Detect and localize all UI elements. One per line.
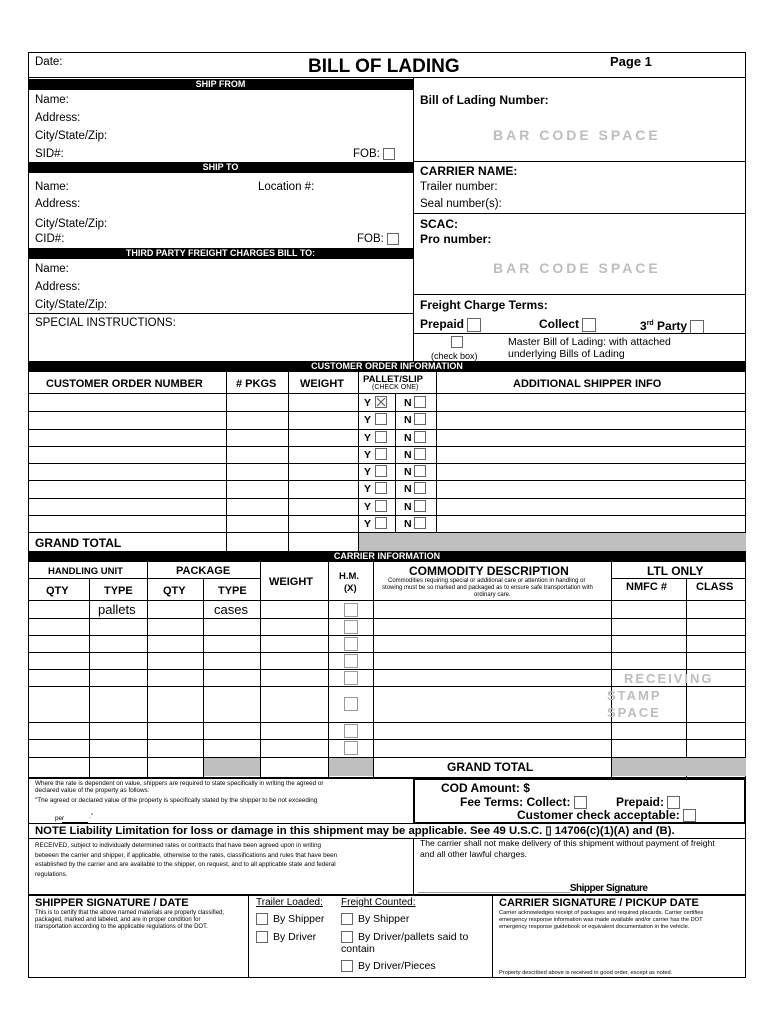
pallet-n-label: N	[404, 518, 412, 530]
scac-label: SCAC:	[420, 217, 458, 231]
ci-ltl-only: LTL ONLY	[647, 564, 704, 578]
counted-by-driver-pallets: By Driver/pallets said to	[358, 931, 469, 943]
ci-commodity-note2: stowing must be so marked and packaged as to ensure safe transportation with	[382, 585, 593, 591]
pallet-n-label: N	[404, 501, 412, 513]
pallet-n-checkbox[interactable]	[414, 431, 426, 443]
ship-from-fob	[353, 147, 395, 161]
ship-to-bar: SHIP TO	[28, 162, 413, 173]
trailer-by-driver-checkbox[interactable]	[256, 931, 268, 943]
pallet-n-checkbox[interactable]	[414, 396, 426, 408]
pallet-y-label: Y	[364, 466, 372, 478]
hm-checkbox[interactable]	[344, 697, 358, 711]
carrier-note-line1: The carrier shall not make delivery of this shipment without payment of freight	[420, 838, 715, 848]
carrier-cert-3: emergency response guidebook or equivalent documentation in the vehicle.	[499, 924, 690, 930]
ci-row-line	[28, 618, 746, 619]
ci-commodity-note1: Commodities requiring special or additional care or attention in handling or	[388, 578, 586, 584]
pallet-y-label: Y	[364, 518, 372, 530]
ci-grand-shade-2	[329, 758, 373, 776]
freight-counted-title: Freight Counted:	[341, 897, 416, 908]
hm-checkbox[interactable]	[344, 603, 358, 617]
sig-col-2	[492, 895, 493, 978]
co-col-1	[226, 372, 227, 551]
master-bol-line2: underlying Bills of Lading	[508, 348, 625, 360]
received-line2: between the carrier and shipper, if applicable, otherwise to the rates, classifications and rules that have been	[35, 852, 338, 859]
trailer-by-shipper-checkbox[interactable]	[256, 913, 268, 925]
ci-grand-shade-3	[612, 758, 746, 776]
ci-row-line	[28, 722, 746, 723]
receiving-stamp-2: STAMP	[607, 688, 662, 703]
ci-qty-1: QTY	[46, 585, 69, 597]
third-party-address: Address:	[35, 281, 81, 293]
collect-checkbox[interactable]	[582, 318, 596, 332]
received-line3: established by the carrier and are available to the shipper, on request, and to all applicable state and federal	[35, 861, 336, 868]
center-divider-top	[413, 77, 414, 368]
freight-collect	[539, 317, 596, 332]
ship-to-city: City/State/Zip:	[35, 218, 108, 230]
co-row-line	[28, 411, 746, 412]
co-grand-shade	[359, 533, 746, 551]
carrier-note-line2: and all other lawful charges.	[420, 849, 528, 859]
shipper-cert-3: transportation according to the applicable regulations of the DOT.	[35, 924, 208, 930]
ship-from-fob-checkbox[interactable]	[383, 148, 395, 160]
ci-row-line	[28, 739, 746, 740]
pallet-y-checkbox[interactable]	[375, 413, 387, 425]
received-line4: regulations.	[35, 871, 68, 878]
ci-hm-x: (X)	[344, 583, 357, 594]
ci-handling-unit: HANDLING UNIT	[48, 566, 123, 577]
received-line1: RECEIVED, subject to individually determined rates or contracts that have been agreed upon in writing	[35, 842, 321, 849]
value-per: per	[55, 815, 65, 822]
pallet-n-label: N	[404, 432, 412, 444]
co-row-line	[28, 515, 746, 516]
pallet-n-label: N	[404, 483, 412, 495]
co-header-additional: ADDITIONAL SHIPPER INFO	[513, 378, 662, 390]
hm-checkbox[interactable]	[344, 654, 358, 668]
shipper-cert-1: This is to certify that the above named materials are properly classified,	[35, 910, 225, 916]
ci-package: PACKAGE	[176, 565, 231, 577]
fee-terms-label: Fee Terms: Collect:	[460, 795, 571, 809]
x-mark-icon	[376, 397, 386, 407]
pallet-y-checkbox[interactable]	[375, 431, 387, 443]
counted-by-driver-pieces-checkbox[interactable]	[341, 960, 353, 972]
cod-amount: COD Amount: $	[441, 781, 530, 795]
header-divider	[28, 77, 746, 78]
prepaid-checkbox[interactable]	[467, 318, 481, 332]
co-row-line	[28, 480, 746, 481]
pallet-n-label: N	[404, 449, 412, 461]
carrier-name-label: CARRIER NAME:	[420, 164, 518, 178]
pallet-y-checkbox[interactable]	[375, 396, 387, 408]
carrier-cert-1: Carrier acknowledges receipt of packages and required placards. Carrier certifies	[499, 910, 704, 916]
master-bol-checkbox[interactable]	[451, 336, 463, 348]
third-party-checkbox[interactable]	[690, 320, 704, 334]
counted-by-driver-pieces: By Driver/Pieces	[358, 960, 436, 972]
cod-prepaid-label: Prepaid:	[616, 795, 665, 809]
counted-contain: contain	[341, 943, 375, 955]
shipper-cert-2: packaged, marked and labeled, and are in proper condition for	[35, 917, 201, 923]
special-instructions-label: SPECIAL INSTRUCTIONS:	[35, 317, 176, 329]
pallet-n-checkbox[interactable]	[414, 482, 426, 494]
ship-to-address: Address:	[35, 198, 81, 210]
shipper-sig-title: SHIPPER SIGNATURE / DATE	[35, 897, 189, 909]
ci-header-bottom	[28, 600, 746, 601]
third-party-name: Name:	[35, 263, 69, 275]
third-party-bar: THIRD PARTY FREIGHT CHARGES BILL TO:	[28, 248, 413, 259]
hm-checkbox[interactable]	[344, 620, 358, 634]
customer-order-bar: CUSTOMER ORDER INFORMATION	[28, 361, 746, 372]
trailer-by-driver: By Driver	[273, 931, 317, 943]
ship-from-sid: SID#:	[35, 148, 64, 160]
check-box-label: (check box)	[431, 351, 478, 361]
ci-col-1	[89, 578, 90, 777]
pallet-n-checkbox[interactable]	[414, 465, 426, 477]
pallet-n-label: N	[404, 397, 412, 409]
right-divider-2	[413, 213, 746, 214]
ci-class: CLASS	[696, 581, 734, 593]
co-header-bottom	[28, 393, 746, 394]
hm-checkbox[interactable]	[344, 637, 358, 651]
ci-commodity-note3: ordinary care.	[474, 592, 511, 598]
pallet-y-label: Y	[364, 414, 372, 426]
pro-number-label: Pro number:	[420, 232, 492, 246]
ci-qty-2: QTY	[163, 585, 186, 597]
hm-checkbox[interactable]	[344, 724, 358, 738]
pallet-n-checkbox[interactable]	[414, 517, 426, 529]
receiving-stamp-3: SPACE	[607, 705, 661, 720]
counted-by-shipper: By Shipper	[358, 913, 410, 925]
ci-col-3	[203, 578, 204, 777]
third-party-city: City/State/Zip:	[35, 299, 108, 311]
ship-to-name: Name:	[35, 181, 69, 193]
ci-pallets: pallets	[98, 602, 136, 617]
barcode-space-2: BAR CODE SPACE	[493, 260, 661, 276]
party-label: Party	[657, 319, 688, 333]
ci-ltl-line	[611, 578, 746, 579]
value-per-end: ."	[89, 813, 93, 820]
pallet-y-label: Y	[364, 449, 372, 461]
co-row-line	[28, 498, 746, 499]
co-col-4	[436, 372, 437, 551]
barcode-space-1: BAR CODE SPACE	[493, 127, 661, 143]
pallet-n-label: N	[404, 414, 412, 426]
pallet-y-checkbox[interactable]	[375, 482, 387, 494]
ship-from-bar: SHIP FROM	[28, 79, 413, 90]
trailer-loaded-title: Trailer Loaded:	[256, 897, 323, 908]
co-header-number: CUSTOMER ORDER NUMBER	[46, 378, 203, 390]
co-col-2	[288, 372, 289, 551]
carrier-info-bar: CARRIER INFORMATION	[28, 551, 746, 562]
ci-row-line	[28, 652, 746, 653]
value-line1: Where the rate is dependent on value, shippers are required to state specifically in writing the agreed or	[35, 780, 324, 787]
pallet-n-checkbox[interactable]	[414, 500, 426, 512]
ci-grand-total: GRAND TOTAL	[447, 760, 534, 774]
value-line2: declared value of the property as follows:	[35, 787, 150, 794]
right-divider-4	[413, 333, 746, 334]
page-number: Page 1	[610, 54, 652, 69]
seal-number-label: Seal number(s):	[420, 198, 502, 210]
carrier-footer: Property described above is received in good order, except as noted.	[499, 970, 673, 976]
ci-nmfc: NMFC #	[626, 581, 667, 593]
co-row-line	[28, 429, 746, 430]
ci-weight: WEIGHT	[269, 576, 313, 588]
shipper-signature-line: ______________________________Shipper Signature	[418, 883, 648, 894]
master-bol-line1: Master Bill of Lading: with attached	[508, 336, 671, 348]
ship-from-city: City/State/Zip:	[35, 130, 108, 142]
collect-label: Collect	[539, 317, 580, 331]
hm-checkbox[interactable]	[344, 671, 358, 685]
sig-col-1	[248, 895, 249, 978]
co-header-pkgs: # PKGS	[236, 378, 277, 390]
carrier-sig-title: CARRIER SIGNATURE / PICKUP DATE	[499, 897, 699, 909]
prepaid-label: Prepaid	[420, 317, 465, 331]
pallet-y-checkbox[interactable]	[375, 517, 387, 529]
co-row-line	[28, 446, 746, 447]
pallet-n-label: N	[404, 466, 412, 478]
ship-from-address: Address:	[35, 112, 81, 124]
co-row-line	[28, 463, 746, 464]
ci-row-line	[28, 686, 746, 687]
freight-terms-label: Freight Charge Terms:	[420, 298, 548, 312]
ci-cases: cases	[214, 602, 248, 617]
left-divider-special	[28, 313, 413, 314]
co-grand-total: GRAND TOTAL	[35, 536, 122, 550]
customer-check-label: Customer check acceptable:	[517, 808, 680, 822]
ci-row-line	[28, 635, 746, 636]
pallet-yn-separator	[395, 394, 396, 532]
page-title: BILL OF LADING	[308, 56, 460, 77]
co-col-3	[358, 372, 359, 551]
pallet-y-label: Y	[364, 483, 372, 495]
fob-label: FOB:	[353, 148, 380, 160]
ci-type-1: TYPE	[104, 585, 133, 597]
pallet-y-label: Y	[364, 397, 372, 409]
bol-number-label: Bill of Lading Number:	[420, 93, 549, 107]
ship-from-name: Name:	[35, 94, 69, 106]
right-divider-3	[413, 294, 746, 295]
third-sup: rd	[646, 320, 654, 327]
right-divider-1	[413, 161, 746, 162]
hm-checkbox[interactable]	[344, 741, 358, 755]
fob-label: FOB:	[357, 233, 384, 245]
ci-sub-header-line	[28, 578, 260, 579]
ci-grand-shade-1	[204, 758, 260, 776]
pallet-y-checkbox[interactable]	[375, 500, 387, 512]
counted-by-shipper-checkbox[interactable]	[341, 913, 353, 925]
third-label: 3	[640, 319, 647, 333]
date-label: Date:	[35, 56, 63, 68]
freight-prepaid	[420, 317, 481, 332]
pallet-y-checkbox[interactable]	[375, 465, 387, 477]
value-line3: "The agreed or declared value of the property is specifically stated by the shipper to be not exceeding	[35, 797, 318, 804]
pallet-y-checkbox[interactable]	[375, 448, 387, 460]
co-header-check-one: (CHECK ONE)	[372, 384, 419, 391]
received-divider	[413, 838, 414, 894]
pallet-n-checkbox[interactable]	[414, 413, 426, 425]
co-header-pallet: PALLET/SLIP	[363, 374, 423, 385]
ship-to-fob	[357, 232, 399, 246]
ship-to-location: Location #:	[258, 181, 315, 193]
co-header-weight: WEIGHT	[300, 378, 344, 390]
pallet-y-label: Y	[364, 501, 372, 513]
freight-third-party	[640, 317, 704, 334]
ci-hm: H.M.	[339, 571, 360, 582]
receiving-stamp-1: RECEIVING	[624, 671, 714, 686]
pallet-y-label: Y	[364, 432, 372, 444]
pallet-n-checkbox[interactable]	[414, 448, 426, 460]
customer-check-checkbox[interactable]	[683, 809, 696, 822]
ship-to-cid: CID#:	[35, 233, 65, 245]
ci-commodity: COMMODITY DESCRIPTION	[409, 564, 569, 578]
trailer-number-label: Trailer number:	[420, 181, 498, 193]
carrier-cert-2: emergency response information was made available and/or carrier has the DOT	[499, 917, 703, 923]
ci-row-line	[28, 669, 746, 670]
ship-to-fob-checkbox[interactable]	[387, 233, 399, 245]
liability-note: NOTE Liability Limitation for loss or damage in this shipment may be applicable. See 49 U.S.C. ▯ 14706(c)(1)(A) and (B).	[35, 825, 675, 837]
trailer-by-shipper: By Shipper	[273, 913, 325, 925]
cod-customer-check	[517, 808, 696, 822]
ci-type-2: TYPE	[218, 585, 247, 597]
